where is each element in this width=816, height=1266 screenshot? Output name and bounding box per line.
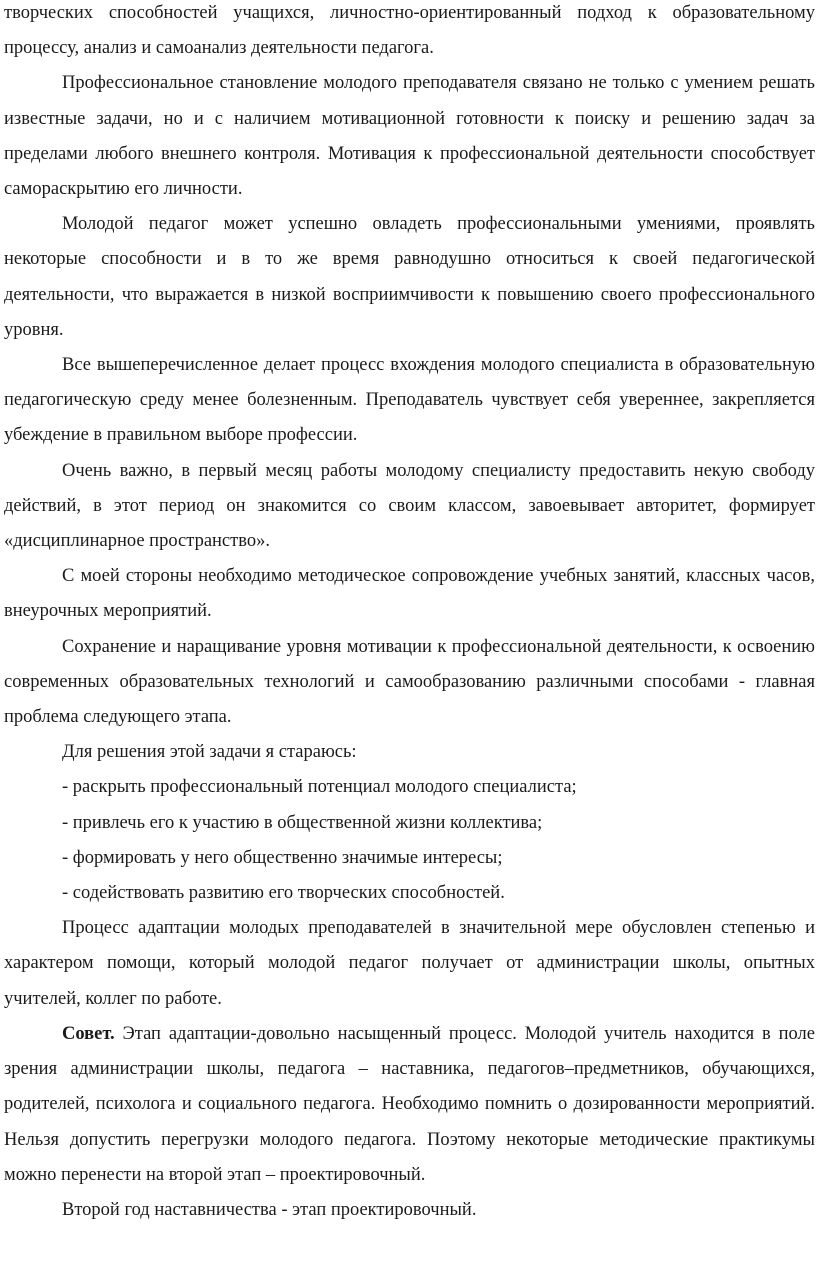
paragraph-young-teacher: Молодой педагог может успешно овладеть профессиональными умениями, проявлять некоторые способности и в то же время равнодушно относиться к своей педагогической деятельности, что выражается в низкой восприимчивости к повышению своего профессионального уровня. — [4, 214, 815, 340]
list-item-social-life: - привлечь его к участию в общественной жизни коллектива; — [62, 812, 543, 833]
paragraph-closing: Второй год наставничества - этап проектировочный. — [62, 1199, 477, 1220]
paragraph-motivation: Сохранение и наращивание уровня мотивации к профессиональной деятельности, к освоению современных образовательных технологий и самообразованию различными способами - главная проблема следующего этапа. — [4, 636, 815, 728]
list-item-potential: - раскрыть профессиональный потенциал молодого специалиста; — [62, 777, 577, 798]
advice-text: Этап адаптации-довольно насыщенный процесс. Молодой учитель находится в поле зрения администрации школы, педагога – наставника, педагогов–предметников, обучающихся, родителей, психолога и социального педагога. Необходимо помнить о дозированности мероприятий. Нельзя допустить перегрузки молодого педагога. Поэтому некоторые методические практикумы можно перенести на второй этап – проектировочный. — [4, 1023, 815, 1185]
advice-label: Совет. — [62, 1023, 115, 1044]
paragraph-adaptation: Процесс адаптации молодых преподавателей в значительной мере обусловлен степенью и характером помощи, который молодой педагог получает от администрации школы, опытных учителей, коллег по работе. — [4, 918, 815, 1009]
paragraph-methodical-support: С моей стороны необходимо методическое сопровождение учебных занятий, классных часов, внеурочных мероприятий. — [4, 566, 815, 622]
paragraph-professional-formation: Профессиональное становление молодого преподавателя связано не только с умением решать известные задачи, но и с наличием мотивационной готовности к поиску и решению задач за пределами любого внешнего контроля. Мотивация к профессиональной деятельности способствует самораскрытию его личности. — [4, 73, 815, 200]
paragraph-task-intro: Для решения этой задачи я стараюсь: — [62, 742, 357, 763]
list-item-creativity: - содействовать развитию его творческих способностей. — [62, 883, 505, 904]
paragraph-first-month: Очень важно, в первый месяц работы молодому специалисту предоставить некую свободу действий, в этот период он знакомится со своим классом, завоевывает авторитет, формирует «дисциплинарное пространство». — [4, 460, 815, 552]
paragraph-advice — [4, 1017, 815, 1193]
paragraph-entry-process: Все вышеперечисленное делает процесс вхождения молодого специалиста в образовательную педагогическую среду менее болезненным. Преподаватель чувствует себя увереннее, закрепляется убеждение в правильном выборе профессии. — [4, 355, 815, 446]
list-item-interests: - формировать у него общественно значимые интересы; — [62, 847, 503, 868]
paragraph-continuation: творческих способностей учащихся, личностно-ориентированный подход к образовательному процессу, анализ и самоанализ деятельности педагога. — [4, 3, 815, 59]
